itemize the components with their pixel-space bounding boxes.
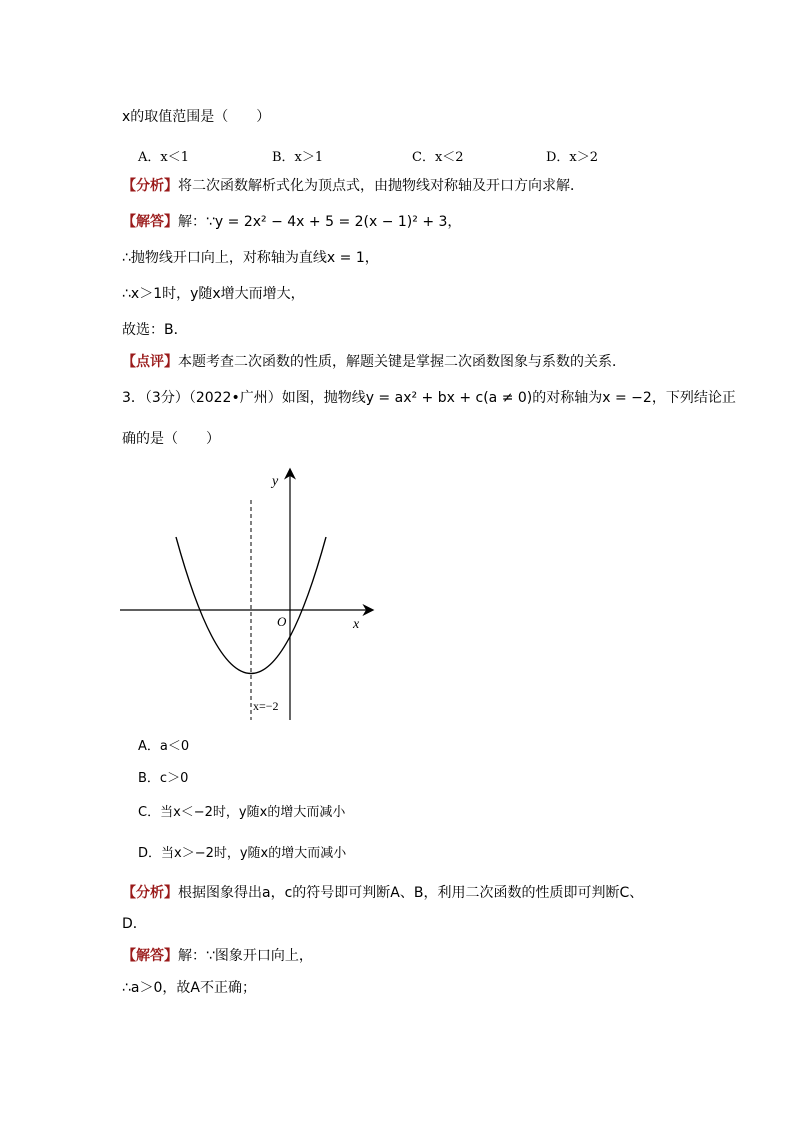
q2-option-d: D．x＞2 [546,150,599,165]
answer-tag: 【解答】 [122,214,178,230]
q3-stem-line1: 3．（3分）（2022•广州）如图，抛物线y = ax² + bx + c(a ≠ 0)的对称轴为x = −2，下列结论正 [122,390,736,406]
q3-stem-line2: 确的是（ ） [122,431,220,447]
q3-analysis-line1 [122,884,643,902]
q2-option-b: B．x＞1 [272,150,324,165]
q2-answer-line4: 故选：B． [122,322,188,338]
analysis-tag: 【分析】 [122,885,178,901]
q3-answer-line2: ∴a＞0，故A不正确； [122,980,256,996]
y-axis-label: y [272,474,279,489]
q3-choice-c: C．当x＜−2时，y随x的增大而减小 [138,805,346,820]
q2-answer-line2: ∴抛物线开口向上，对称轴为直线x = 1， [122,250,379,266]
q2-option-a: A．x＜1 [138,150,189,165]
q2-option-c: C．x＜2 [412,150,464,165]
origin-label: O [277,614,287,629]
q2-answer-line3: ∴x＞1时，y随x增大而增大， [122,286,305,302]
q3-choice-a: A．a＜0 [138,739,190,754]
answer-tag: 【解答】 [122,948,178,964]
symmetry-axis-label: x=−2 [253,699,279,713]
answer-text: 解：∵y = 2x² − 4x + 5 = 2(x − 1)² + 3， [178,214,462,230]
comment-text: 本题考查二次函数的性质，解题关键是掌握二次函数图象与系数的关系． [178,354,626,370]
analysis-text: 将二次函数解析式化为顶点式，由抛物线对称轴及开口方向求解． [178,178,584,194]
answer-text: 解：∵图象开口向上， [178,948,313,964]
q3-choice-b: B．c＞0 [138,771,189,786]
q3-answer-line1 [122,947,313,965]
analysis-text: 根据图象得出a，c的符号即可判断A、B，利用二次函数的性质即可判断C、 [178,885,644,901]
q3-analysis-line2: D． [122,916,147,932]
comment-tag: 【点评】 [122,354,178,370]
q3-choice-d: D．当x＞−2时，y随x的增大而减小 [138,846,347,861]
x-axis-label: x [353,617,360,632]
q2-stem-tail: x的取值范围是（ ） [122,109,271,125]
analysis-tag: 【分析】 [122,178,178,194]
